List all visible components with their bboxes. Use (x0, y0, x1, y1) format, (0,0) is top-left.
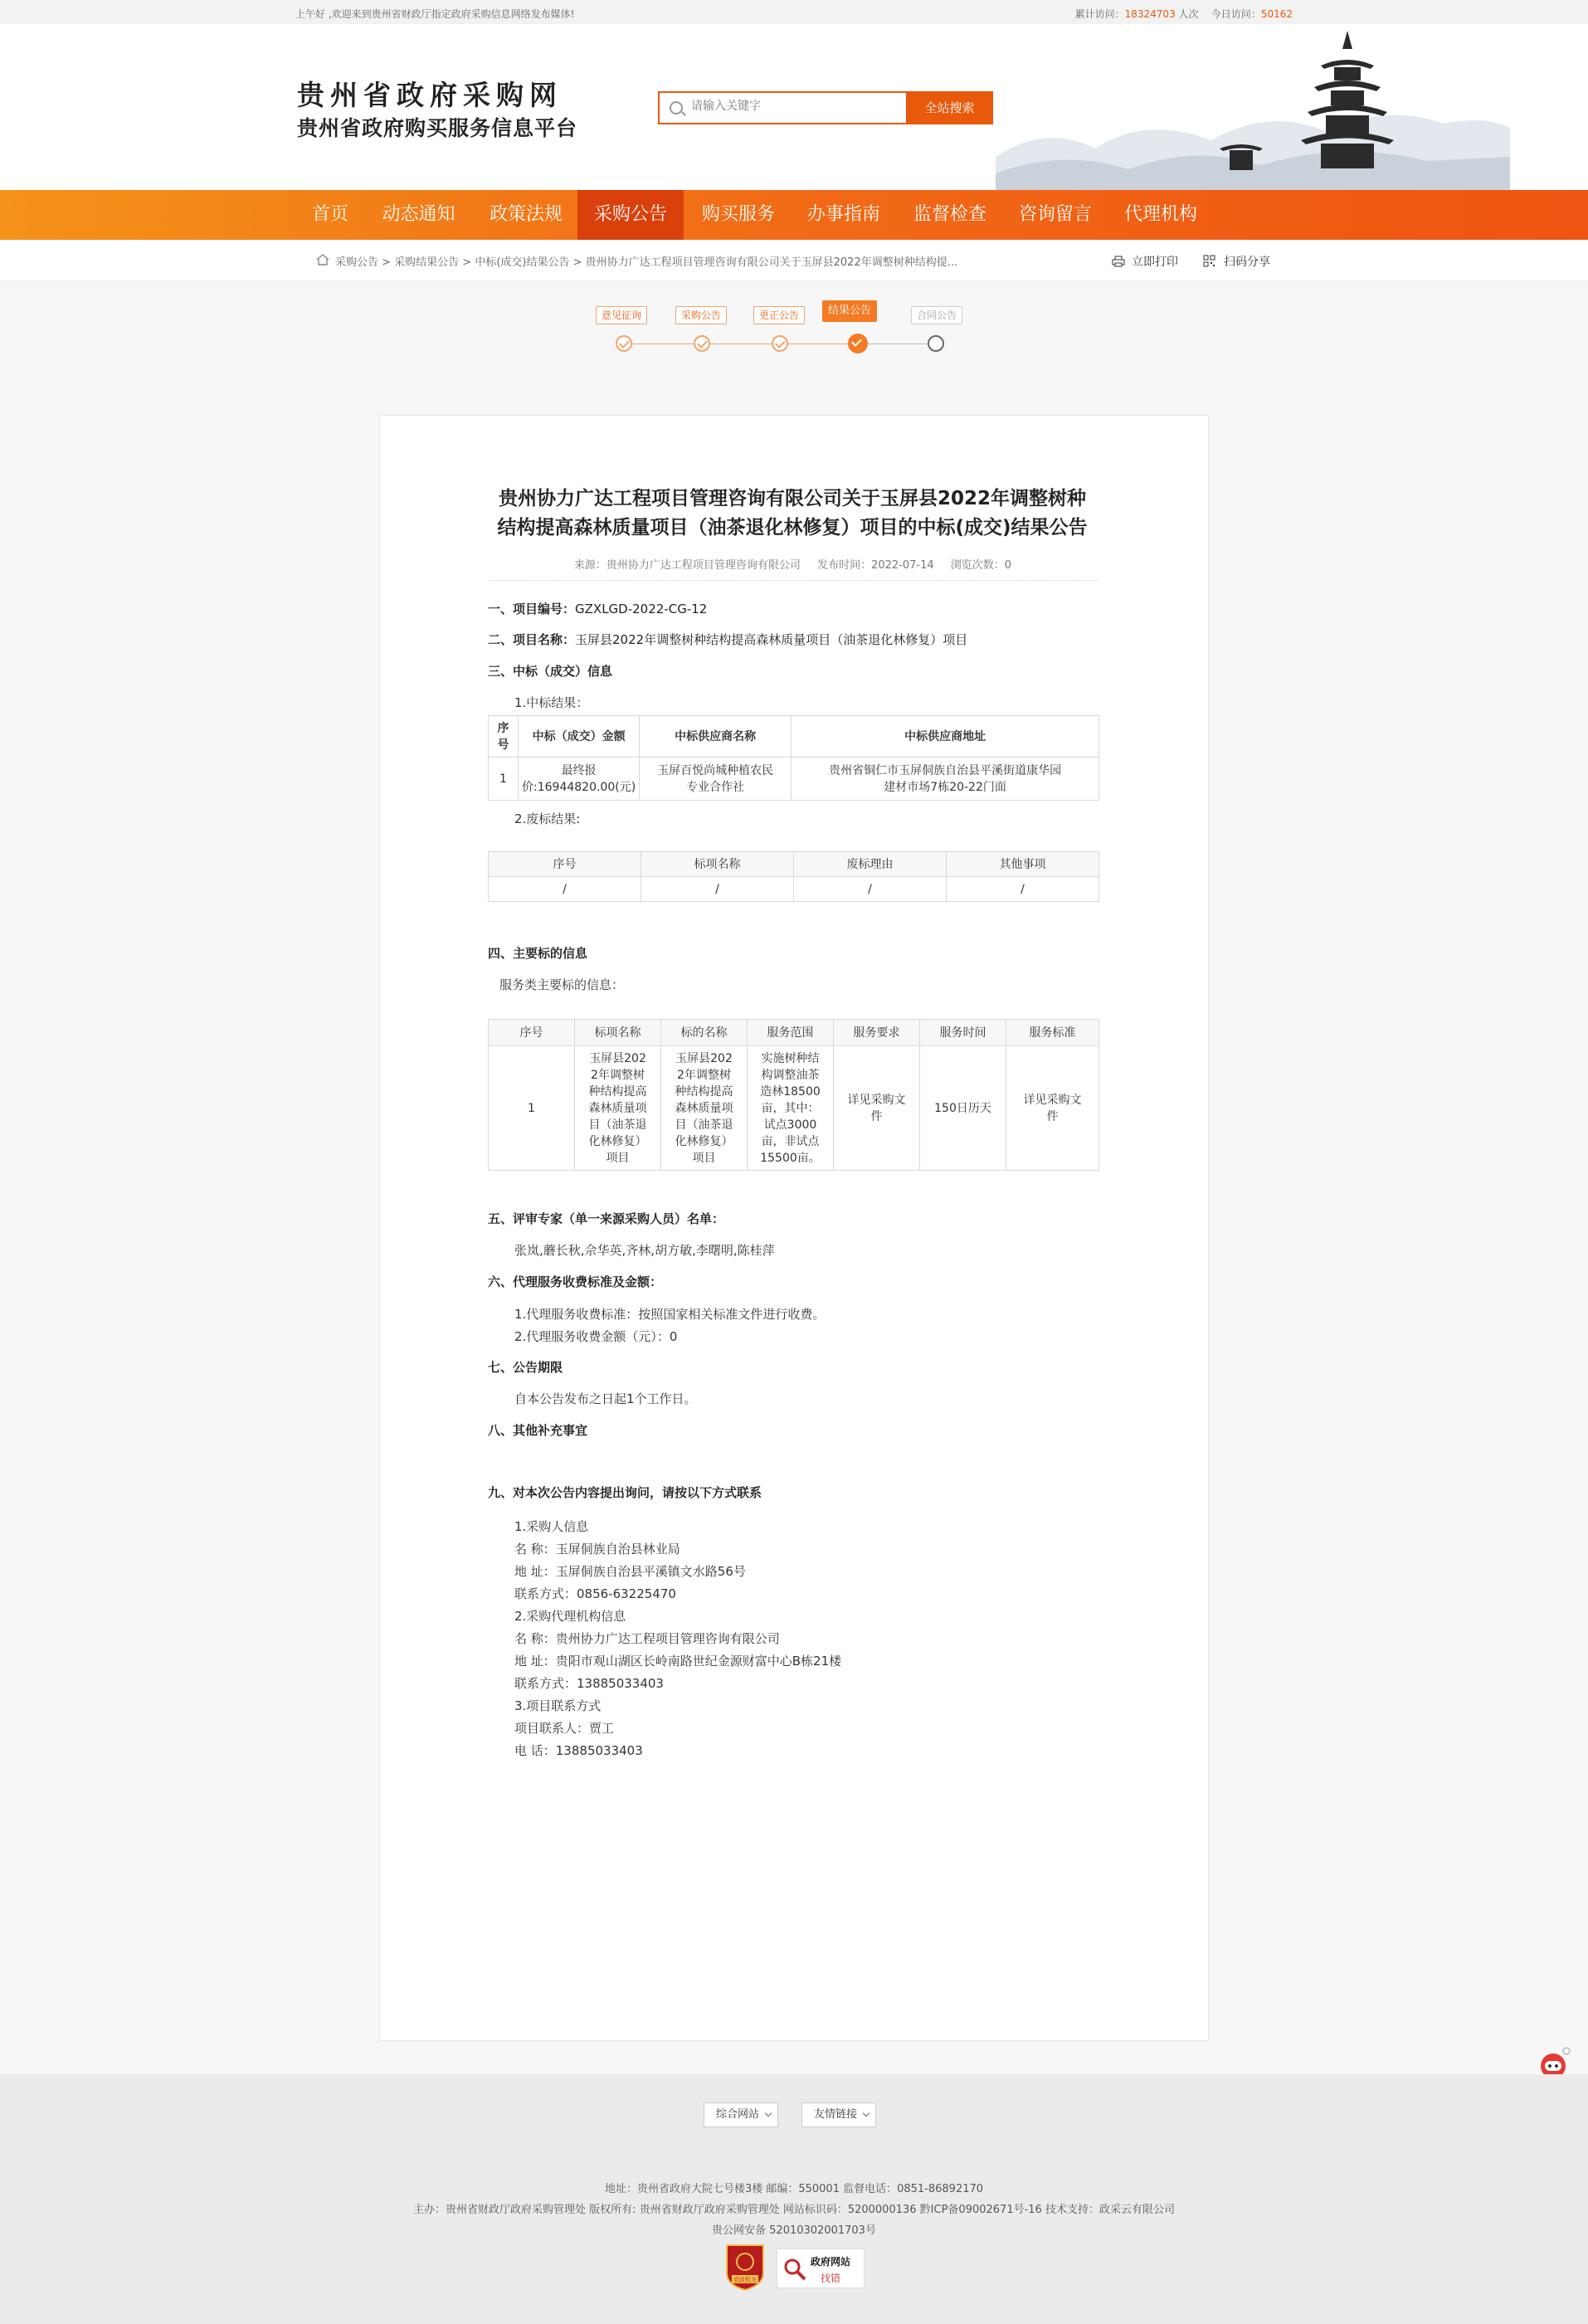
service-requirement-cell: 详见采购文 件 (834, 1046, 920, 1171)
table-header: 序号 (489, 716, 519, 758)
nav-policy[interactable]: 政策法规 (489, 204, 563, 225)
footer-copyright: 主办：贵州省财政厅政府采购管理处 版权所有: 贵州省财政厅政府采购管理处 网站标识码：5200000136 黔ICP备09002671号-16 技术支持：政采云有限公司 (413, 2204, 1175, 2216)
step-current-icon (848, 334, 868, 353)
home-icon[interactable] (316, 254, 329, 266)
magnifier-icon (782, 2257, 807, 2282)
nav-consult[interactable]: 咨询留言 (1018, 204, 1092, 225)
supplier-address: 贵州省铜仁市玉屏侗族自治县平溪街道康华园 建材市场7栋20-22门面 (792, 758, 1099, 801)
failed-bid-label: 2.废标结果: (514, 811, 581, 826)
breadcrumb (0, 240, 1588, 281)
step-connector (788, 343, 856, 344)
service-standard-cell: 详见采购文 件 (1006, 1046, 1099, 1171)
item-name-cell: 玉屏县202 2年调整树 种结构提高 森林质量项 目（油茶退 化林修复） 项目 (575, 1046, 661, 1171)
section-agency-fee: 六、代理服务收费标准及金额： (488, 1274, 663, 1289)
main-nav (0, 190, 1588, 240)
nav-purchase-service[interactable]: 购买服务 (701, 204, 775, 225)
section-other-matters: 八、其他补充事宜 (488, 1423, 588, 1438)
notice-period-value: 自本公告发布之日起1个工作日。 (514, 1391, 697, 1406)
step-label-procurement[interactable]: 采购公告 (675, 306, 727, 324)
table-header: 中标（成交）金额 (519, 716, 640, 758)
award-table (488, 715, 1099, 801)
target-name-cell: 玉屏县202 2年调整树 种结构提高 森林质量项 目（油茶退 化林修复） 项目 (661, 1046, 748, 1171)
section-subject-info: 四、主要标的信息 (488, 946, 588, 961)
search-input[interactable] (691, 100, 899, 113)
article-views: 浏览次数：0 (950, 559, 1012, 572)
table-row: 1 最终报 价:16944820.00(元) 玉屏百悦尚城种植农民 专业合作社 贵州省铜仁市玉屏侗族自治县平溪街道康华园 建材市场7栋20-22门面 (489, 758, 1099, 801)
table-header: 服务范围 (748, 1020, 834, 1046)
party-government-badge[interactable] (723, 2242, 767, 2292)
table-header: 序号 (489, 1020, 575, 1046)
fee-amount: 2.代理服务收费金额（元）：0 (514, 1329, 678, 1344)
search-box (658, 91, 906, 124)
step-done-icon (616, 335, 632, 352)
table-row: 1 玉屏县202 2年调整树 种结构提高 森林质量项 目（油茶退 化林修复） 项目 玉屏县202 2年调整树 种结构提高 森林质量项 目（油茶退 化林修复） 项目 实施树种结 构调整油茶 造林18500 亩，其中： 试点3000 亩，非试点 15500亩。 详见采购文 件 150日历天 详见采购文 件 (489, 1046, 1099, 1171)
process-steps (0, 282, 1588, 415)
footer-police-record[interactable]: 贵公网安备 52010302001703号 (712, 2224, 876, 2237)
print-button[interactable]: 立即打印 (1112, 253, 1178, 270)
step-connector (710, 343, 772, 344)
nav-news[interactable]: 动态通知 (382, 204, 455, 225)
footer-address: 地址：贵州省政府大院七号楼3楼 邮编：550001 监督电话：0851-86892170 (604, 2183, 984, 2195)
section-experts: 五、评审专家（单一来源采购人员）名单： (488, 1211, 725, 1226)
welcome-text: 上午好 ,欢迎来到贵州省财政厅指定政府采购信息网络发布媒体! (295, 8, 575, 20)
visit-counter: 累计访问：18324703 人次 今日访问：50162 (1074, 8, 1293, 20)
table-header: 序号 (489, 852, 641, 877)
award-result-label: 1.中标结果： (514, 695, 589, 710)
nav-agency[interactable]: 代理机构 (1123, 204, 1197, 225)
article-meta (488, 556, 1098, 581)
article-card (379, 415, 1209, 2041)
pagoda-landscape-image (996, 24, 1510, 190)
table-header: 废标理由 (794, 852, 947, 877)
service-time-cell: 150日历天 (920, 1046, 1006, 1171)
site-logo-title[interactable]: 贵州省政府采购网 (297, 79, 563, 111)
qr-share-button[interactable]: 扫码分享 (1203, 253, 1270, 270)
step-label-consultation[interactable]: 意见征询 (596, 306, 647, 324)
total-visits: 18324703 (1124, 8, 1176, 20)
section-project-name: 二、项目名称：玉屏县2022年调整树种结构提高森林质量项目（油茶退化林修复）项目 (488, 632, 968, 647)
article-source: 来源：贵州协力广达工程项目管理咨询有限公司 (573, 559, 801, 572)
step-connector (632, 343, 694, 344)
fee-standard: 1.代理服务收费标准：按照国家相关标准文件进行收费。 (514, 1307, 826, 1322)
friendly-links-select[interactable]: 友情链接 (801, 2102, 876, 2127)
article-date: 发布时间：2022-07-14 (817, 559, 934, 572)
today-visits: 50162 (1260, 8, 1293, 20)
step-pending-icon (928, 335, 944, 352)
table-header: 服务标准 (1006, 1020, 1099, 1046)
breadcrumb-path[interactable]: 采购公告 > 采购结果公告 > 中标(成交)结果公告 > 贵州协力广达工程项目管理咨询有限公司关于玉屏县2022年调整树种结构提... (335, 256, 958, 269)
printer-icon (1112, 256, 1125, 267)
step-label-result[interactable]: 结果公告 (822, 300, 877, 322)
top-bar (0, 0, 1588, 24)
failed-bid-table (488, 851, 1099, 902)
table-header: 标的名称 (661, 1020, 748, 1046)
site-footer (0, 2074, 1588, 2324)
service-subject-label: 服务类主要标的信息： (499, 977, 625, 992)
table-row: / / / / (489, 877, 1099, 902)
step-done-icon (694, 335, 710, 352)
qr-code-icon (1203, 255, 1215, 267)
search-button[interactable]: 全站搜索 (906, 91, 993, 124)
supplier-name: 玉屏百悦尚城种植农民 专业合作社 (640, 758, 792, 801)
website-error-report-badge[interactable]: 政府网站 找错 (777, 2248, 865, 2288)
table-header: 中标供应商名称 (640, 716, 792, 758)
comprehensive-sites-select[interactable]: 综合网站 (704, 2102, 778, 2127)
section-project-number: 一、项目编号：GZXLGD-2022-CG-12 (488, 602, 708, 616)
site-logo-subtitle: 贵州省政府购买服务信息平台 (297, 116, 578, 140)
table-header: 标项名称 (641, 852, 794, 877)
step-label-contract[interactable]: 合同公告 (911, 306, 962, 324)
nav-supervision[interactable]: 监督检查 (913, 204, 986, 225)
step-connector (868, 343, 928, 344)
expert-names: 张岚,蘑长秋,佘华英,齐林,胡方敏,李曙明,陈桂萍 (514, 1243, 775, 1258)
nav-guide[interactable]: 办事指南 (806, 204, 880, 225)
table-header: 服务时间 (920, 1020, 1006, 1046)
nav-procurement-notice[interactable]: 采购公告 (577, 190, 684, 240)
table-header: 其他事项 (947, 852, 1099, 877)
search-icon (670, 101, 683, 114)
contact-block: 1.采购人信息 名 称：玉屏侗族自治县林业局 地 址：玉屏侗族自治县平溪镇文水路56号 联系方式：0856-63225470 2.采购代理机构信息 名 称：贵州协力广达工程项目管理咨询有限公司 地 址：贵阳市观山湖区长岭南路世纪金源财富中心B栋21楼 联系方式：13885033403 3.项目联系方式 项目联系人：贾工 电 话：13885033403 (514, 1519, 842, 1758)
step-label-correction[interactable]: 更正公告 (753, 306, 805, 324)
table-header: 中标供应商地址 (792, 716, 1099, 758)
step-done-icon (772, 335, 788, 352)
section-award-info: 三、中标（成交）信息 (488, 664, 613, 679)
section-notice-period: 七、公告期限 (488, 1360, 563, 1375)
badge-text: 党政机关 (733, 2277, 757, 2283)
table-header: 服务要求 (834, 1020, 920, 1046)
article-title: 贵州协力广达工程项目管理咨询有限公司关于玉屏县2022年调整树种 结构提高森林质量项目（油茶退化林修复）项目的中标(成交)结果公告 (497, 488, 1088, 538)
service-scope-cell: 实施树种结 构调整油茶 造林18500 亩，其中： 试点3000 亩，非试点 15500亩。 (748, 1046, 834, 1171)
service-subject-table (488, 1019, 1099, 1171)
section-contact: 九、对本次公告内容提出询问，请按以下方式联系 (488, 1485, 762, 1500)
table-header: 标项名称 (575, 1020, 661, 1046)
site-header (0, 24, 1588, 190)
award-amount: 最终报 价:16944820.00(元) (519, 758, 640, 801)
nav-home[interactable]: 首页 (311, 204, 348, 225)
